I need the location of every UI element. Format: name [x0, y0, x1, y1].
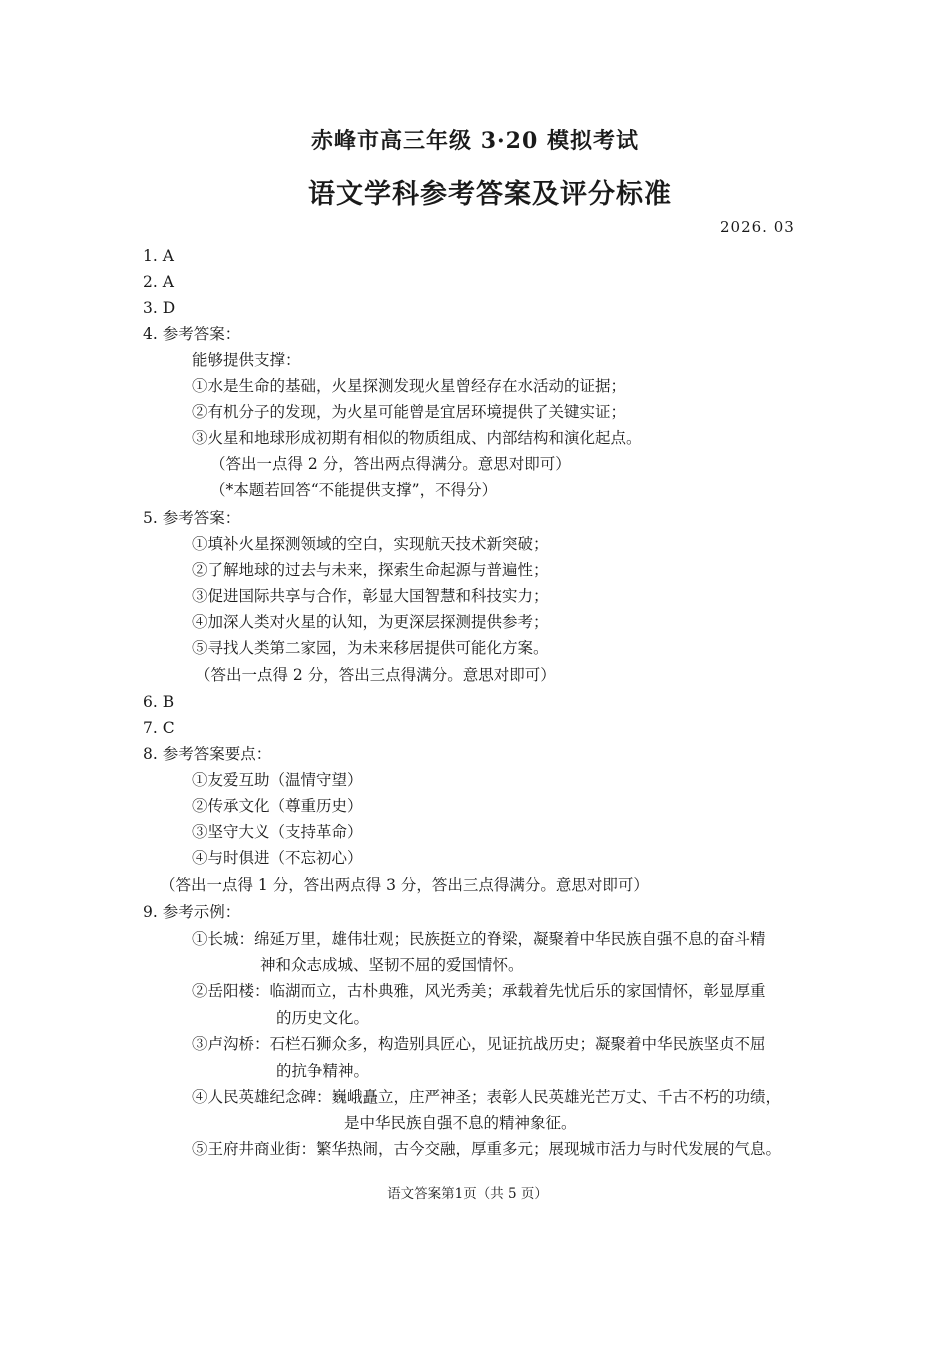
exam-date: 2026. 03: [720, 218, 795, 236]
answer-q2: 2. A: [143, 273, 174, 291]
answer-q5-line: ①填补火星探测领域的空白，实现航天技术新突破；: [192, 535, 549, 553]
answer-q4-label: 4. 参考答案：: [143, 325, 241, 343]
answer-q8-line: ④与时俱进（不忘初心）: [192, 849, 363, 867]
answer-q9-line: ③卢沟桥：石栏石狮众多，构造别具匠心，见证抗战历史；凝聚着中华民族坚贞不屈: [192, 1035, 766, 1053]
answer-q5-line: ④加深人类对火星的认知，为更深层探测提供参考；: [192, 613, 549, 631]
answer-q4-scoring: （答出一点得 2 分，答出两点得满分。意思对即可）: [210, 455, 571, 473]
answer-q7: 7. C: [143, 719, 175, 737]
page-footer: 语文答案第1页（共 5 页）: [387, 1186, 548, 1202]
answer-q4-note: （*本题若回答“不能提供支撑”，不得分）: [210, 481, 498, 499]
answer-q9-line: 神和众志成城、坚韧不屈的爱国情怀。: [260, 956, 524, 974]
answer-q9-line: 的抗争精神。: [276, 1062, 370, 1080]
answer-q5-scoring: （答出一点得 2 分，答出三点得满分。意思对即可）: [195, 666, 556, 684]
answer-q8-line: ③坚守大义（支持革命）: [192, 823, 363, 841]
answer-q9-line: ⑤王府井商业街：繁华热闹，古今交融，厚重多元；展现城市活力与时代发展的气息。: [192, 1140, 782, 1158]
answer-q5-line: ③促进国际共享与合作，彰显大国智慧和科技实力；: [192, 587, 549, 605]
answer-q4-line: ①水是生命的基础，火星探测发现火星曾经存在水活动的证据；: [192, 377, 627, 395]
answer-key-title: 语文学科参考答案及评分标准: [308, 179, 672, 210]
answer-q9-line: 的历史文化。: [276, 1009, 370, 1027]
answer-q9-line: ①长城：绵延万里，雄伟壮观；民族挺立的脊梁，凝聚着中华民族自强不息的奋斗精: [192, 930, 766, 948]
answer-q9-label: 9. 参考示例：: [143, 903, 241, 921]
answer-q8-scoring: （答出一点得 1 分，答出两点得 3 分，答出三点得满分。意思对即可）: [160, 876, 649, 894]
answer-q8-label: 8. 参考答案要点：: [143, 745, 272, 763]
exam-title: 赤峰市高三年级 3·20 模拟考试: [311, 128, 639, 154]
answer-q5-line: ⑤寻找人类第二家园，为未来移居提供可能化方案。: [192, 639, 549, 657]
answer-q4-line: 能够提供支撑：: [192, 351, 301, 369]
answer-q8-line: ①友爱互助（温情守望）: [192, 771, 363, 789]
answer-q6: 6. B: [143, 693, 175, 711]
answer-q1: 1. A: [143, 247, 174, 265]
answer-q4-line: ②有机分子的发现，为火星可能曾是宜居环境提供了关键实证；: [192, 403, 627, 421]
answer-q9-line: ④人民英雄纪念碑：巍峨矗立，庄严神圣；表彰人民英雄光芒万丈、千古不朽的功绩，: [192, 1088, 782, 1106]
answer-q9-line: ②岳阳楼：临湖而立，古朴典雅，风光秀美；承载着先忧后乐的家国情怀，彰显厚重: [192, 982, 766, 1000]
answer-q9-line: 是中华民族自强不息的精神象征。: [344, 1114, 577, 1132]
answer-q3: 3. D: [143, 299, 176, 317]
answer-q5-line: ②了解地球的过去与未来，探索生命起源与普遍性；: [192, 561, 549, 579]
answer-q4-line: ③火星和地球形成初期有相似的物质组成、内部结构和演化起点。: [192, 429, 642, 447]
answer-q8-line: ②传承文化（尊重历史）: [192, 797, 363, 815]
answer-q5-label: 5. 参考答案：: [143, 509, 241, 527]
